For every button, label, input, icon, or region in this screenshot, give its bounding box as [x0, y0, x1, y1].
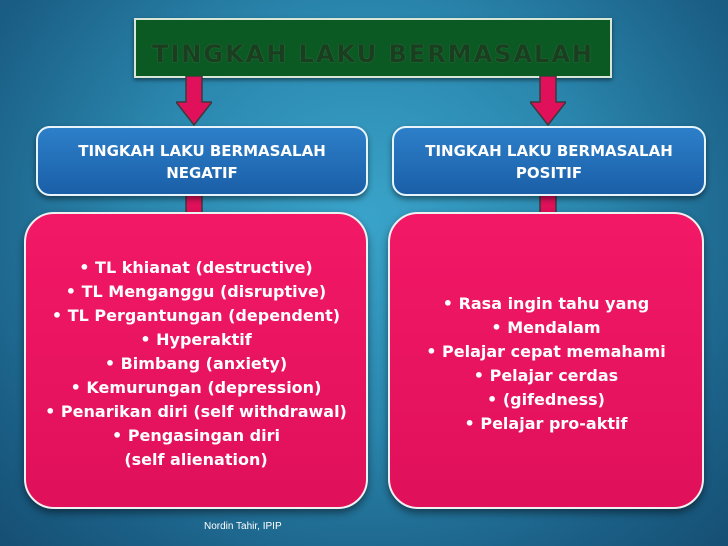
diagram-title: TINGKAH LAKU BERMASALAH	[151, 40, 595, 68]
negatif-item: • TL Menganggu (disruptive)	[65, 282, 327, 301]
negatif-item: • Kemurungan (depression)	[70, 378, 322, 397]
positif-heading-box	[392, 126, 706, 196]
positif-item: • Pelajar cepat memahami	[426, 342, 666, 361]
positif-heading-line-2: POSITIF	[515, 164, 583, 182]
positif-heading-line-1: TINGKAH LAKU BERMASALAH	[425, 142, 673, 160]
title-box	[134, 18, 612, 78]
footer-credit: Nordin Tahir, IPIP	[204, 521, 282, 532]
negatif-item: • Bimbang (anxiety)	[104, 354, 288, 373]
negatif-item: (self alienation)	[124, 450, 268, 469]
positif-item: • Rasa ingin tahu yang	[442, 294, 650, 313]
positif-item: • Mendalam	[491, 318, 601, 337]
positif-content-box	[388, 212, 704, 509]
negatif-item: • Hyperaktif	[140, 330, 252, 349]
negatif-heading-line-2: NEGATIF	[166, 164, 238, 182]
negatif-heading-line-1: TINGKAH LAKU BERMASALAH	[78, 142, 326, 160]
negatif-content-box	[24, 212, 368, 509]
arrow-title-to-positif	[530, 76, 566, 126]
negatif-item: • TL khianat (destructive)	[79, 258, 313, 277]
positif-item: • (gifedness)	[487, 390, 605, 409]
negatif-heading-box	[36, 126, 368, 196]
positif-item: • Pelajar cerdas	[473, 366, 619, 385]
negatif-item: • Pengasingan diri	[112, 426, 280, 445]
arrow-title-to-negatif	[176, 76, 212, 126]
negatif-item: • TL Pergantungan (dependent)	[51, 306, 341, 325]
positif-item: • Pelajar pro-aktif	[464, 414, 628, 433]
negatif-item: • Penarikan diri (self withdrawal)	[45, 402, 347, 421]
